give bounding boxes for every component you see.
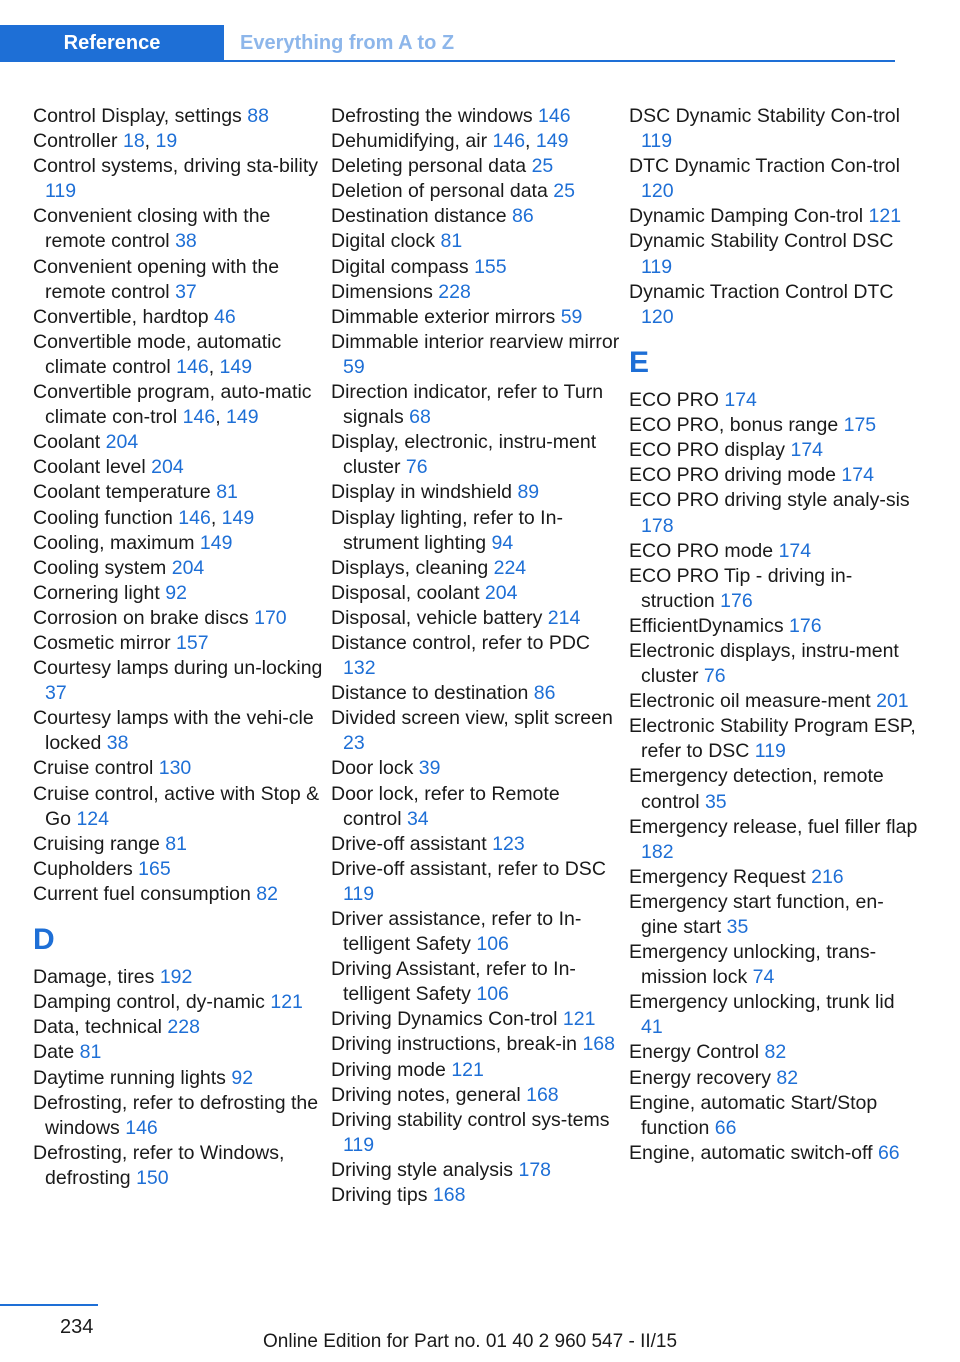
index-letter-heading: E [629, 345, 650, 379]
index-entry [331, 229, 621, 254]
index-entry-term: Emergency unlocking, trans-mission lock [629, 941, 877, 989]
page-reference-link[interactable]: 170 [254, 606, 287, 629]
index-entry-term: Door lock, refer to Remote control [331, 782, 560, 830]
page-reference-link[interactable]: 88 [247, 105, 269, 127]
page-reference-link[interactable]: 149 [221, 506, 255, 529]
index-entry [331, 104, 621, 129]
index-entry [331, 957, 621, 1007]
index-entry [33, 154, 323, 204]
index-entry [33, 1015, 323, 1040]
page-reference-link[interactable]: 66 [714, 1116, 737, 1139]
index-entry [629, 614, 919, 639]
index-entry-term: Defrosting, refer to defrosting the windows [33, 1091, 319, 1139]
index-entry-term: Current fuel consumption [33, 882, 251, 905]
index-entry [629, 104, 919, 154]
index-entry-term: Energy Control [629, 1041, 760, 1064]
index-entry-term: Dimmable exterior mirrors [331, 305, 556, 328]
index-entry-term: Coolant temperature [33, 481, 211, 504]
index-entry-term: Driving mode [331, 1058, 446, 1081]
index-entry-term: DSC Dynamic Stability Con-trol [629, 105, 900, 127]
page-reference-link[interactable]: 149 [535, 130, 569, 153]
index-entry-term: Driver assistance, refer to In-telligent Safety [331, 908, 582, 956]
index-entry-term: Drive-off assistant, refer to DSC [331, 857, 606, 880]
index-entry [33, 1040, 323, 1065]
index-entry [33, 455, 323, 480]
index-entry [331, 305, 621, 330]
index-entry [33, 204, 323, 254]
index-entry [629, 714, 919, 764]
page-reference-link[interactable]: 228 [438, 280, 471, 303]
page-reference-link[interactable]: 121 [562, 1008, 596, 1031]
page-reference-link[interactable]: 120 [641, 305, 674, 328]
page-reference-link[interactable]: 216 [811, 865, 844, 888]
footer-rule [0, 1304, 98, 1306]
page-reference-link[interactable]: 37 [45, 682, 67, 705]
index-entry-term: Cruise control, active with Stop & Go [33, 782, 320, 830]
index-entry-term: Defrosting, refer to Windows, defrosting [33, 1141, 285, 1189]
index-entry-term: Controller [33, 130, 118, 153]
index-entry-term: Damage, tires [33, 966, 155, 989]
page-reference-link[interactable]: 224 [493, 556, 527, 579]
page-reference-link[interactable]: 76 [703, 665, 726, 688]
index-entry [33, 104, 323, 129]
index-entry-term: Cooling system [33, 556, 167, 579]
index-entry-term: Convenient opening with the remote control [33, 255, 280, 303]
page-reference-link[interactable]: 81 [216, 481, 238, 504]
index-entry [331, 631, 621, 681]
index-entry-term: Engine, automatic Start/Stop function [629, 1091, 878, 1139]
page-reference-link[interactable]: 182 [641, 840, 674, 863]
page-reference-link[interactable]: 174 [841, 464, 874, 487]
page-reference-link[interactable]: 120 [641, 180, 674, 203]
index-entry [33, 965, 323, 990]
index-entry-term: Electronic Stability Program ESP, refer to DSC [629, 715, 916, 763]
index-entry [331, 1007, 621, 1032]
page-reference-link[interactable]: 228 [167, 1016, 200, 1039]
index-entry-term: Cooling function [33, 506, 173, 529]
page-reference-link[interactable]: 86 [512, 205, 534, 228]
index-entry: Cooling function 146, 149 [33, 506, 255, 529]
index-entry [33, 1141, 323, 1191]
index-entry-term: Courtesy lamps with the vehi-cle locked [33, 707, 314, 755]
page-reference-link[interactable]: 204 [105, 431, 139, 454]
index-entry [629, 539, 919, 564]
page-number: 234 [60, 1316, 94, 1338]
page-reference-link[interactable]: 121 [270, 991, 303, 1014]
page-reference-link[interactable]: 39 [418, 757, 441, 780]
index-entry-term: EfficientDynamics [629, 614, 784, 637]
index-entry [629, 463, 919, 488]
index-entry [33, 782, 323, 832]
index-entry [331, 782, 621, 832]
index-entry-term: Cupholders [33, 857, 133, 880]
index-entry [629, 154, 919, 204]
index-entry [331, 179, 621, 204]
section-tab-reference: Reference [0, 25, 224, 62]
page-reference-link[interactable]: 68 [409, 406, 431, 429]
index-entry [33, 706, 323, 756]
index-entry [629, 689, 919, 714]
index-entry-term: Coolant level [33, 456, 146, 479]
page-reference-link[interactable]: 81 [165, 832, 187, 855]
page-reference-link[interactable]: 92 [165, 581, 187, 604]
page-reference-link[interactable]: 149 [219, 355, 253, 378]
index-entry-term: Deletion of personal data [331, 180, 548, 203]
page-reference-link[interactable]: 41 [641, 1016, 663, 1039]
index-entry [331, 1083, 621, 1108]
index-entry-term: Door lock [331, 757, 414, 780]
page-reference-link[interactable]: 46 [214, 305, 236, 328]
index-entry [331, 756, 621, 781]
index-entry-term: ECO PRO [629, 389, 719, 412]
page-reference-link[interactable]: 178 [518, 1158, 552, 1181]
index-entry-term: Corrosion on brake discs [33, 606, 249, 629]
page-reference-link[interactable]: 119 [641, 130, 673, 153]
page-reference-link[interactable]: 35 [726, 916, 749, 938]
index-entry-term: Drive-off assistant [331, 832, 487, 855]
index-entry [331, 280, 621, 305]
page-reference-link[interactable]: 94 [491, 531, 514, 554]
index-entry-term: Driving stability control sys-tems [331, 1108, 610, 1131]
index-entry-term: Driving notes, general [331, 1083, 521, 1106]
page-reference-link[interactable]: 204 [171, 556, 205, 579]
index-entry [33, 656, 323, 706]
page-reference-link[interactable]: 146 [182, 406, 216, 429]
page-reference-link[interactable]: 130 [158, 757, 192, 780]
index-entry-term: Dynamic Stability Control DSC [629, 230, 894, 253]
page-reference-link[interactable]: 168 [432, 1184, 466, 1207]
page-reference-link[interactable]: 119 [754, 740, 786, 763]
index-entry-term: Divided screen view, split screen [331, 707, 613, 730]
page-reference-link[interactable]: 66 [877, 1141, 900, 1164]
index-entry [33, 1091, 323, 1141]
index-entry-term: ECO PRO display [629, 439, 786, 462]
page-reference-link[interactable]: 106 [476, 983, 509, 1006]
index-entry [33, 556, 323, 581]
index-entry-term: Daytime running lights [33, 1066, 226, 1089]
page-reference-link[interactable]: 119 [45, 180, 77, 203]
page-reference-link[interactable]: 23 [343, 732, 365, 755]
index-entry-term: Date [33, 1041, 75, 1064]
page-reference-link[interactable]: 150 [136, 1166, 169, 1189]
page-reference-link[interactable]: 119 [343, 882, 375, 905]
index-entry-term: Data, technical [33, 1016, 162, 1039]
index-entry-term: Dimmable interior rearview mirror [331, 330, 620, 353]
index-entry [331, 506, 621, 556]
index-column-3 [629, 104, 919, 1166]
index-entry-term: Distance to destination [331, 682, 529, 705]
page-reference-link[interactable]: 19 [155, 130, 178, 153]
page-reference-link[interactable]: 38 [175, 230, 197, 253]
page-reference-link[interactable]: 86 [533, 682, 556, 705]
index-entry: Convertible program, auto-matic climate con-trol 146, 149 [33, 381, 312, 429]
page-reference-link[interactable]: 174 [790, 439, 824, 462]
index-entry [331, 430, 621, 480]
index-entry-term: Electronic displays, instru-ment cluster [629, 639, 899, 688]
page-reference-link[interactable]: 119 [343, 1133, 375, 1156]
index-entry [331, 832, 621, 857]
page-reference-link[interactable]: 82 [764, 1041, 787, 1064]
index-entry-term: Display in windshield [331, 481, 513, 504]
index-entry [331, 1058, 621, 1083]
page-reference-link[interactable]: 123 [492, 832, 525, 855]
index-entry [629, 764, 919, 814]
page-reference-link[interactable]: 204 [151, 456, 184, 479]
index-letter-heading: D [33, 923, 55, 956]
index-column-2 [331, 104, 621, 1208]
index-entry [629, 1066, 919, 1091]
page-header [0, 25, 895, 62]
index-entry [331, 380, 621, 430]
index-entry [331, 1158, 621, 1183]
index-entry [331, 581, 621, 606]
index-column-1 [33, 104, 323, 1191]
index-entry [331, 204, 621, 229]
index-entry [629, 564, 919, 614]
page-reference-link[interactable]: 146 [178, 506, 211, 529]
index-entry [331, 255, 621, 280]
index-entry [629, 413, 919, 438]
index-entry-term: Disposal, vehicle battery [331, 606, 543, 629]
index-entry [33, 1066, 323, 1091]
page-reference-link[interactable]: 149 [199, 531, 233, 554]
page-reference-link[interactable]: 175 [843, 414, 877, 437]
page-reference-link[interactable]: 168 [526, 1083, 559, 1106]
page-reference-link[interactable]: 214 [547, 606, 581, 629]
index-entry-term: Display, electronic, instru-ment cluster [331, 431, 597, 479]
index-entry [33, 480, 323, 505]
header-rule [224, 60, 895, 62]
index-entry [629, 204, 919, 229]
index-entry-term: Courtesy lamps during un-locking [33, 657, 323, 680]
index-entry-term: Convenient closing with the remote control [33, 205, 271, 253]
page-reference-link[interactable]: 176 [789, 614, 822, 637]
index-entry-term: Dynamic Traction Control DTC [629, 280, 894, 303]
index-entry-term: Convertible mode, automatic climate control [33, 330, 282, 378]
index-entry-term: Disposal, coolant [331, 581, 480, 604]
page-reference-link[interactable]: 165 [138, 857, 171, 880]
index-entry-term: Dimensions [331, 280, 433, 303]
page-reference-link[interactable]: 121 [451, 1058, 484, 1081]
page-reference-link[interactable]: 106 [476, 933, 509, 956]
page-reference-link[interactable]: 121 [868, 205, 902, 228]
page-reference-link[interactable]: 149 [226, 406, 259, 429]
index-entry-term: Convertible program, auto-matic climate con-trol [33, 381, 312, 429]
page-reference-link[interactable]: 146 [176, 355, 209, 378]
index-entry-term: Digital clock [331, 230, 436, 253]
index-entry [331, 1183, 621, 1208]
page-reference-link[interactable]: 155 [474, 255, 507, 278]
index-entry-term: Destination distance [331, 205, 507, 228]
index-entry-term: Digital compass [331, 255, 469, 278]
index-entry-term: DTC Dynamic Traction Con-trol [629, 155, 900, 178]
index-entry [629, 990, 919, 1040]
index-entry [331, 556, 621, 581]
index-entry-term: Electronic oil measure-ment [629, 690, 871, 713]
index-entry [33, 756, 323, 781]
page-reference-link[interactable]: 81 [79, 1041, 102, 1064]
index-entry [33, 990, 323, 1015]
index-entry-term: ECO PRO driving style analy-sis [629, 489, 910, 512]
index-entry [629, 1091, 919, 1141]
index-entry [331, 681, 621, 706]
index-entry [629, 229, 919, 279]
index-entry [331, 154, 621, 179]
index-entry-term: Control systems, driving sta-bility [33, 155, 318, 178]
index-entry-term: ECO PRO Tip - driving in-struction [629, 564, 853, 612]
index-entry-term: Driving instructions, break-in [331, 1033, 578, 1056]
section-tab-everything-a-to-z: Everything from A to Z [240, 32, 455, 54]
index-entry [331, 606, 621, 631]
index-entry: Controller 18, 19 [33, 130, 178, 153]
page-reference-link[interactable]: 174 [724, 389, 757, 412]
page-reference-link[interactable]: 37 [175, 280, 197, 303]
index-entry-term: Driving Assistant, refer to In-telligent Safety [331, 958, 576, 1006]
index-entry-term: Display lighting, refer to In-strument lighting [331, 506, 563, 554]
page-reference-link[interactable]: 176 [720, 589, 753, 612]
index-entry-term: Emergency unlocking, trunk lid [629, 991, 895, 1014]
page-reference-link[interactable]: 34 [406, 807, 429, 830]
index-entry [629, 280, 919, 330]
index-entry [629, 1040, 919, 1065]
index-entry-term: Displays, cleaning [331, 556, 489, 579]
index-entry-term: Driving tips [331, 1184, 428, 1207]
index-entry-term: Emergency detection, remote control [629, 765, 884, 813]
index-entry-term: Driving Dynamics Con-trol [331, 1008, 558, 1031]
index-entry [33, 430, 323, 455]
index-entry-term: Coolant [33, 431, 101, 454]
index-entry [33, 832, 323, 857]
index-entry [331, 480, 621, 505]
page-reference-link[interactable]: 59 [343, 355, 365, 378]
page-reference-link[interactable]: 146 [538, 105, 571, 127]
page-reference-link[interactable]: 74 [752, 966, 775, 989]
index-entry [629, 940, 919, 990]
index-entry-term: ECO PRO mode [629, 539, 774, 562]
page-reference-link[interactable]: 76 [405, 456, 428, 479]
page-reference-link[interactable]: 192 [159, 966, 193, 989]
index-entry-term: Emergency release, fuel filler flap [629, 815, 918, 838]
page-reference-link[interactable]: 146 [492, 130, 526, 153]
index-entry [33, 305, 323, 330]
index-entry-term: Driving style analysis [331, 1158, 514, 1181]
index-entry [331, 857, 621, 907]
page-reference-link[interactable]: 201 [876, 690, 909, 713]
page-reference-link[interactable]: 35 [704, 790, 727, 813]
index-entry-term: Dehumidifying, air [331, 130, 488, 153]
page-reference-link[interactable]: 81 [440, 230, 463, 253]
page-reference-link[interactable]: 38 [106, 732, 129, 755]
index-entry [629, 865, 919, 890]
index-entry-term: ECO PRO driving mode [629, 464, 836, 487]
index-entry-term: Damping control, dy-namic [33, 991, 265, 1014]
index-entry [331, 706, 621, 756]
index-entry [33, 581, 323, 606]
index-entry-term: Cruising range [33, 832, 160, 855]
index-entry-term: Deleting personal data [331, 155, 527, 178]
index-entry [33, 857, 323, 882]
page-reference-link[interactable]: 132 [343, 657, 376, 680]
page-reference-link[interactable]: 178 [641, 514, 674, 537]
index-entry [629, 1141, 919, 1166]
index-entry: Dehumidifying, air 146, 149 [331, 130, 569, 153]
page-reference-link[interactable]: 82 [256, 882, 278, 905]
index-entry [629, 488, 919, 538]
page-reference-link[interactable]: 89 [517, 481, 540, 504]
edition-note: Online Edition for Part no. 01 40 2 960 547 - II/15 [263, 1331, 678, 1352]
index-entry [331, 907, 621, 957]
index-entry [33, 631, 323, 656]
page-reference-link[interactable]: 174 [778, 539, 812, 562]
page-reference-link[interactable]: 25 [553, 180, 575, 203]
index-entry [629, 438, 919, 463]
index-entry [331, 1032, 621, 1057]
index-entry-term: Cruise control [33, 757, 154, 780]
index-entry-term: Engine, automatic switch-off [629, 1141, 873, 1164]
page-reference-link[interactable]: 59 [560, 305, 583, 328]
page-reference-link[interactable]: 204 [484, 581, 518, 604]
page-reference-link[interactable]: 168 [582, 1033, 615, 1056]
page-reference-link[interactable]: 92 [231, 1066, 254, 1089]
index-entry-term: Dynamic Damping Con-trol [629, 205, 864, 228]
index-entry [331, 330, 621, 380]
page-reference-link[interactable]: 82 [776, 1066, 799, 1089]
index-entry-term: ECO PRO, bonus range [629, 414, 839, 437]
index-entry [33, 531, 323, 556]
index-entry-term: Distance control, refer to PDC [331, 631, 591, 654]
index-entry-term: Energy recovery [629, 1066, 771, 1089]
index-entry-term: Convertible, hardtop [33, 305, 209, 328]
page-reference-link[interactable]: 124 [76, 807, 109, 830]
index-entry-term: Emergency start function, en-gine start [629, 890, 884, 938]
page-reference-link[interactable]: 146 [125, 1116, 158, 1139]
index-entry [629, 815, 919, 865]
page-reference-link[interactable]: 25 [531, 155, 554, 178]
index-entry [629, 890, 919, 940]
page-reference-link[interactable]: 119 [641, 255, 673, 278]
page-reference-link[interactable]: 18 [122, 130, 145, 153]
page-reference-link[interactable]: 157 [176, 631, 209, 654]
index-entry-term: Defrosting the windows [331, 105, 533, 127]
index-entry-term: Cooling, maximum [33, 531, 195, 554]
index-entry [331, 1108, 621, 1158]
index-entry: Convertible mode, automatic climate control 146, 149 [33, 330, 282, 378]
index-entry-term: Emergency Request [629, 865, 806, 888]
index-entry [33, 606, 323, 631]
index-entry [629, 388, 919, 413]
index-entry-term: Cornering light [33, 581, 160, 604]
index-entry-term: Control Display, settings [33, 105, 242, 127]
index-entry [629, 639, 919, 689]
index-entry-term: Cosmetic mirror [33, 631, 171, 654]
index-entry [33, 255, 323, 305]
index-entry-term: Direction indicator, refer to Turn signals [331, 381, 604, 429]
index-entry [33, 882, 323, 907]
